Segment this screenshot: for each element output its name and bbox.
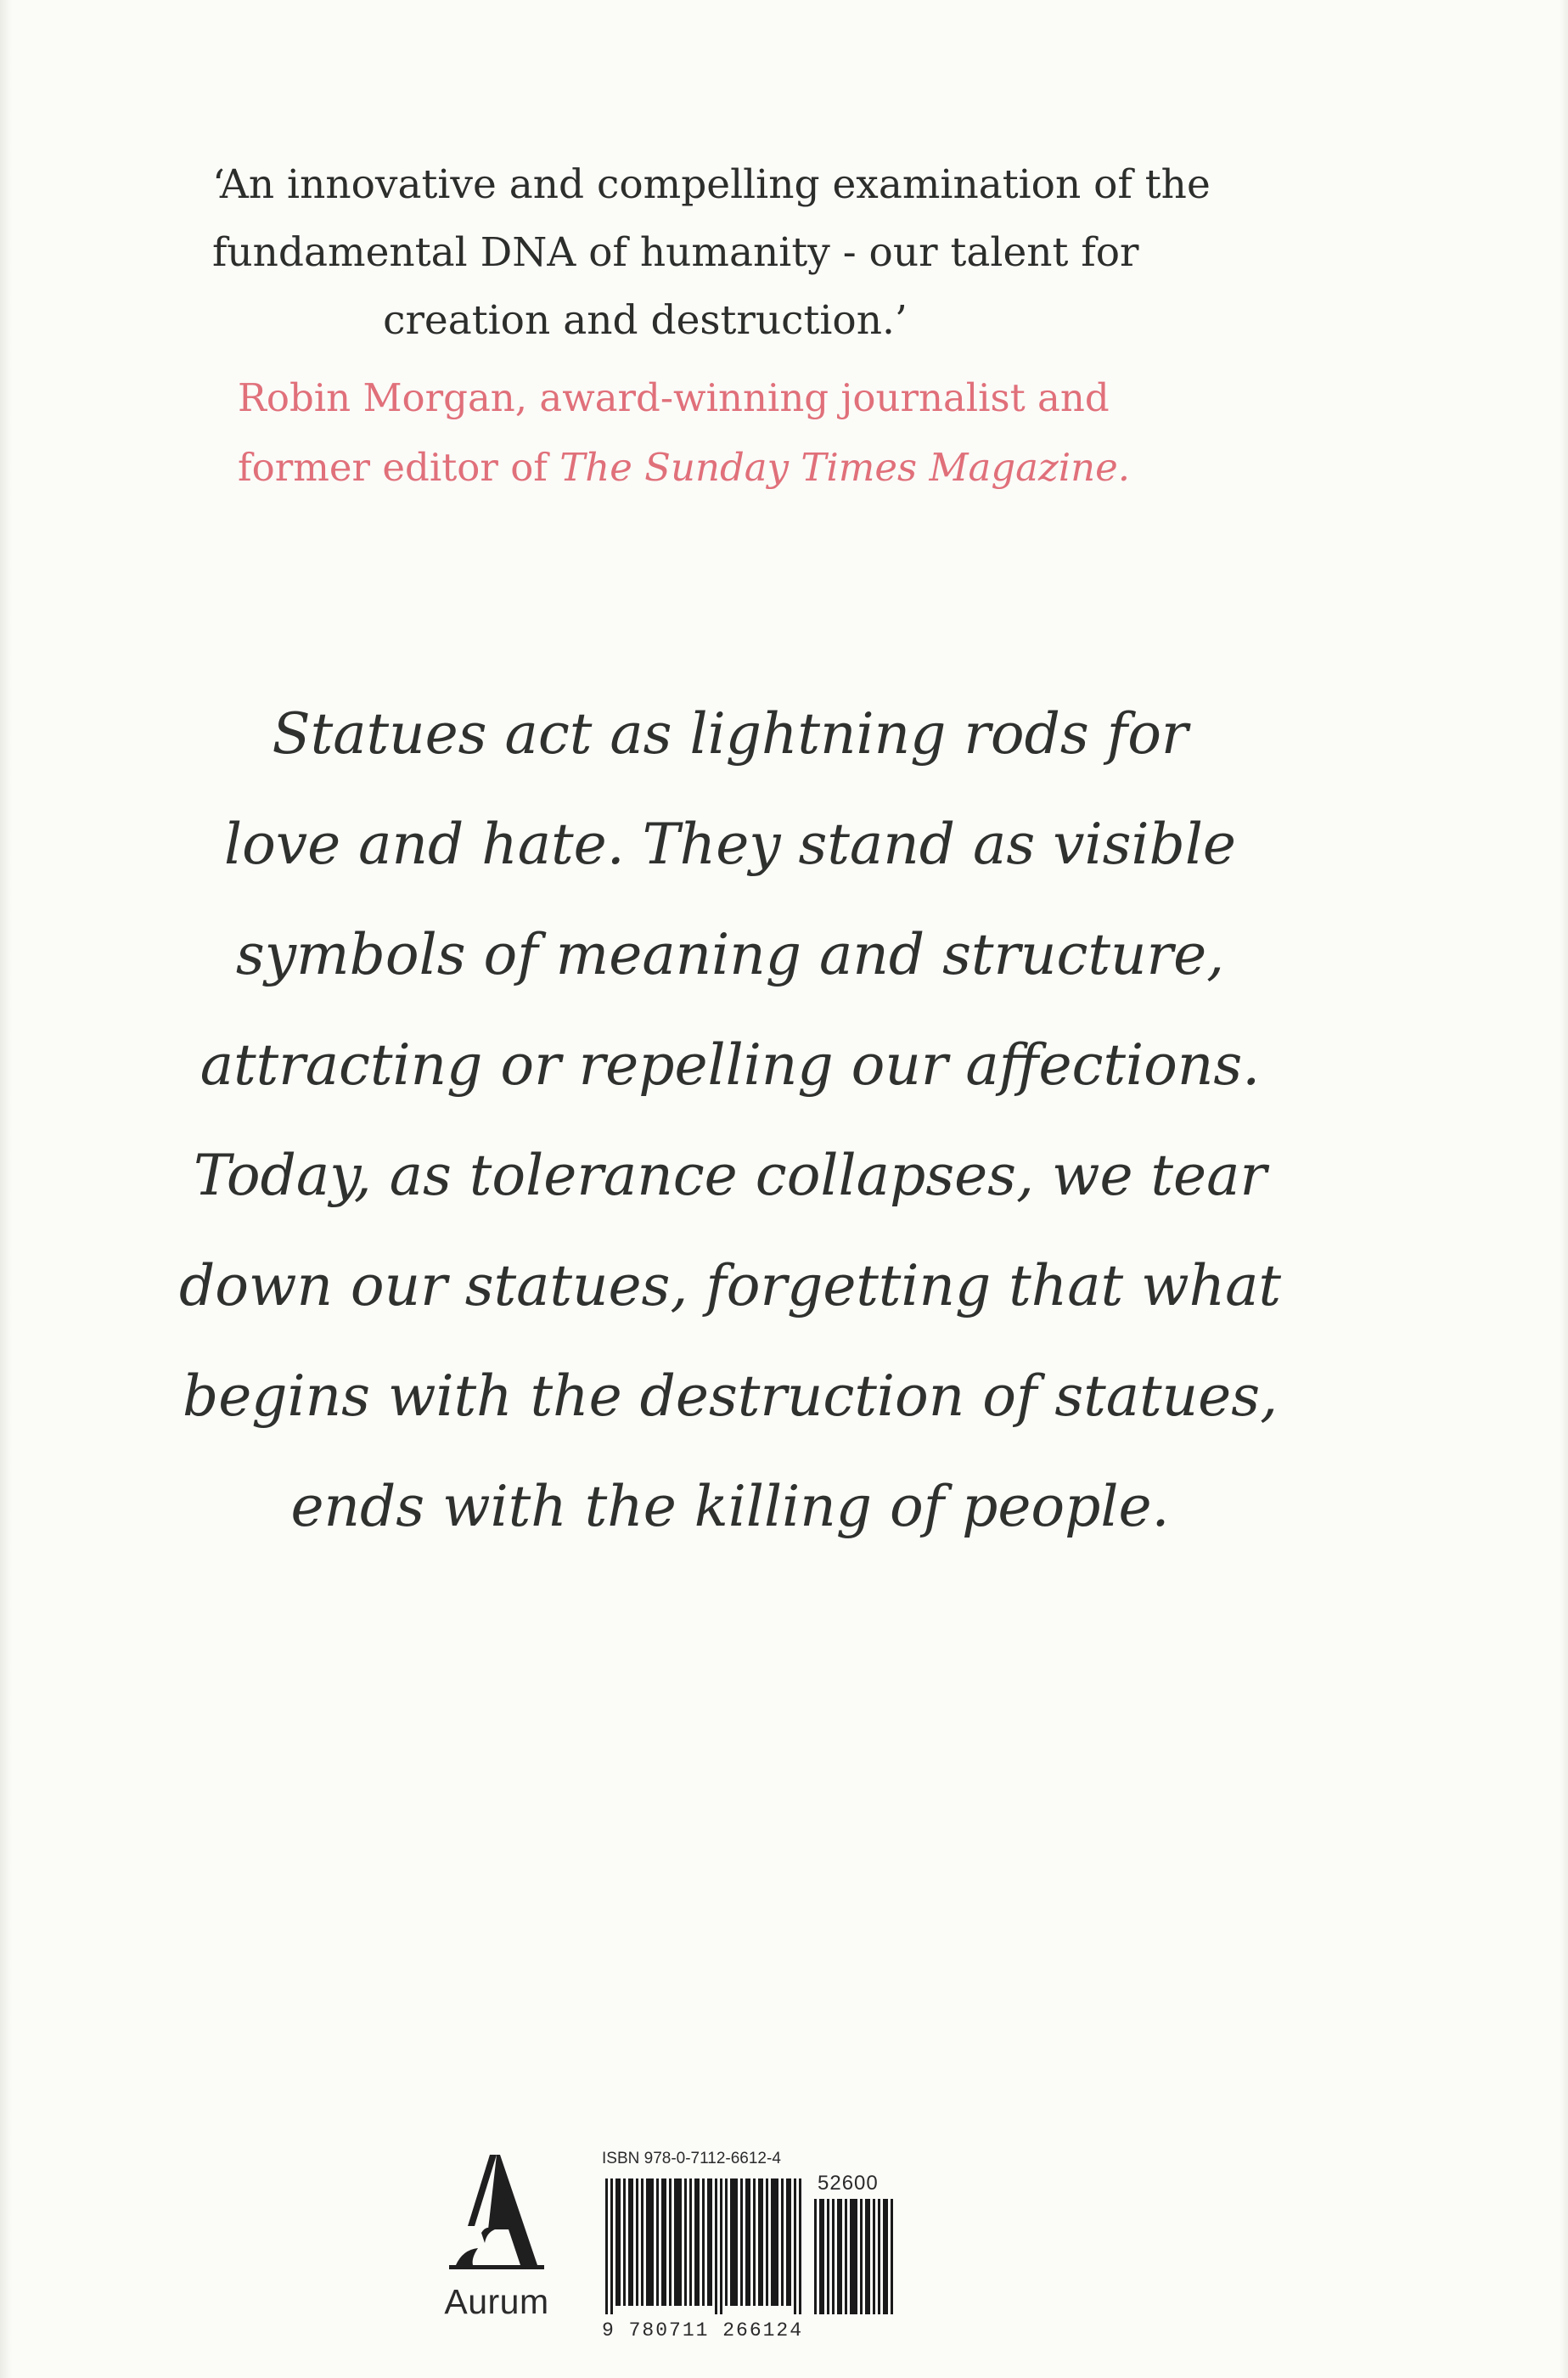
barcode-bars — [599, 2175, 901, 2319]
back-cover-blurb — [153, 679, 1307, 1562]
barcode-digits: 9 780711 266124 — [602, 2319, 804, 2341]
blurb-line: down our statues, forgetting that what — [178, 1253, 1282, 1318]
page-edge-right — [1560, 0, 1568, 2378]
review-quote-line: ‘An innovative and compelling examination of the — [212, 161, 1211, 208]
blurb-line: love and hate. They stand as visible — [224, 812, 1236, 877]
isbn-label: ISBN 978-0-7112-6612-4 — [602, 2150, 781, 2167]
blurb-line: symbols of meaning and structure, — [235, 922, 1225, 987]
blurb-line: Today, as tolerance collapses, we tear — [193, 1143, 1267, 1208]
publisher-logo — [424, 2148, 569, 2377]
blurb-line: ends with the killing of people. — [290, 1474, 1170, 1539]
blurb-line: begins with the destruction of statues, — [182, 1363, 1279, 1429]
publication-name: The Sunday Times Magazine. — [559, 445, 1130, 490]
review-attribution — [238, 363, 1130, 503]
publisher-name: Aurum — [444, 2282, 549, 2321]
attribution-prefix: former editor of — [238, 445, 560, 490]
attribution-line: Robin Morgan, award-winning journalist and — [238, 375, 1110, 420]
review-quote — [212, 151, 1211, 355]
review-quote-line: fundamental DNA of humanity - our talent for — [212, 229, 1139, 276]
attribution-line — [238, 433, 1130, 503]
blurb-line: attracting or repelling our affections. — [200, 1032, 1261, 1098]
aurum-a-logo-icon — [437, 2148, 556, 2275]
price-code: 52600 — [818, 2172, 879, 2195]
blurb-line: Statues act as lightning rods for — [272, 701, 1189, 767]
page-edge-left — [0, 0, 12, 2378]
isbn-barcode — [599, 2150, 904, 2353]
review-quote-line: creation and destruction.’ — [383, 297, 908, 344]
